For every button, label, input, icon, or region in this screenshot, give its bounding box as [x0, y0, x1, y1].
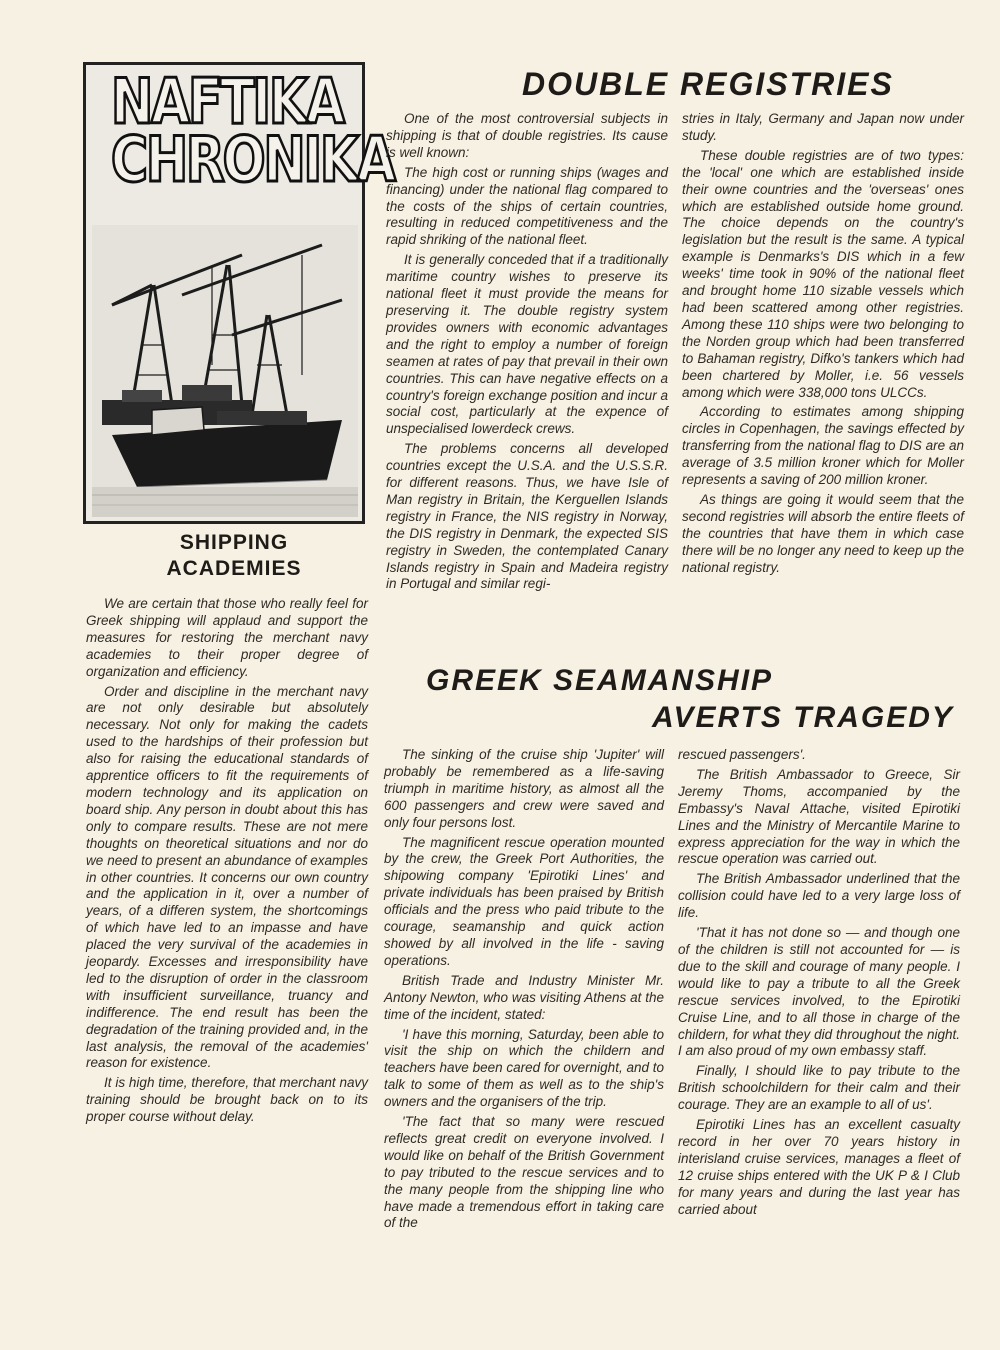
greek-seamanship-heading-line1: GREEK SEAMANSHIP — [426, 664, 774, 697]
masthead-title-line2: CHRONIKA — [110, 123, 394, 196]
article-paragraph: Finally, I should like to pay tribute to the British schoolchildern for their calm and their courage. They are an example to all of us'. — [678, 1063, 960, 1113]
shipping-academies-heading-line1: SHIPPING — [179, 531, 289, 554]
article-paragraph: It is generally conceded that if a traditionally maritime country wishes to preserve its national fleet it must provide the means for preserving it. The double registry system provides owners with economic advantages and the right to employ a number of foreign seamen at rates of pay that prevail in their own countries. This can have negative effects on a country's foreign exchange position and incur a social cost, particularly at the expence of unspecialised lowerdeck crews. — [386, 252, 668, 437]
double-registries-column-2 — [682, 111, 964, 579]
article-paragraph: The magnificent rescue operation mounted by the crew, the Greek Port Authorities, the shipowing company 'Epirotiki Lines' and private individuals has been praised by British officials and the press who paid tribute to the courage, seamanship and quick action showed by all involved in the life - saving operations. — [384, 834, 664, 968]
article-paragraph: The high cost or running ships (wages and financing) under the national flag compared to the costs of the ships of certain countries, resulting in reduced competitiveness and the rapid shriking of the national fleet. — [386, 164, 668, 248]
double-registries-heading: DOUBLE REGISTRIES — [522, 66, 894, 102]
greek-seamanship-heading-line2: AVERTS TRAGEDY — [652, 701, 954, 734]
article-paragraph: 'The fact that so many were rescued reflects great credit on everyone involved. I would like on behalf of the British Government to pay tributed to the rescue services and to the many people from the shipping line who have made a tremendous effort in taking care of the — [384, 1114, 664, 1231]
article-paragraph: According to estimates among shipping circles in Copenhagen, the savings effected by transferring from the national flag to DIS are an average of 3.5 million kroner which for Moller represents a saving of 200 million kroner. — [682, 404, 964, 488]
article-paragraph: Epirotiki Lines has an excellent casualty record in her over 70 years history in interisland cruise services, manages a fleet of 12 cruise ships entered with the UK P & I Club for many years and during the last year has carried about — [678, 1117, 960, 1217]
article-paragraph: As things are going it would seem that the second registries will absorb the entire fleets of the countries that have them in which case there will be no longer any need to keep up the national registry. — [682, 491, 964, 575]
shipping-academies-heading-line2: ACADEMIES — [166, 557, 302, 580]
article-paragraph: 'I have this morning, Saturday, been able to visit the ship on which the childern and teachers have been cared for overnight, and to talk to some of them as well as to the ship's owners and the organisers of the trip. — [384, 1026, 664, 1110]
article-paragraph: British Trade and Industry Minister Mr. Antony Newton, who was visiting Athens at the time of the incident, stated: — [384, 972, 664, 1022]
masthead-title-line1: NAFTIKA — [110, 65, 343, 138]
article-paragraph: Order and discipline in the merchant navy are not only desirable but absolutely necessary. Not only for making the cadets used to the hardships of their profession but also for raising the educational standards of apprentice officers to fit the requirements of modern technology and its application on board ship. Any person in doubt about this has only to compare results. These are not mere thoughts on theoretical situations and nor do we need to present an abundance of examples in other countries. It concerns our own country and the application in it, over a number of years, of a differen system, the shortcomings of which have led to an impasse and have placed the very survival of the academies in jeopardy. Excesses and irresponsibility have led to the disruption of order in the classroom with insufficient surveillance, truancy and indifference. The end result has been the degradation of the training provided and, in the last analysis, the removal of the academies' reason for existence. — [86, 683, 368, 1071]
article-paragraph: 'That it has not done so — and though one of the children is still not accounted for — is due to the skill and courage of many people. I would like to pay a tribute to all the Greek rescue services involved, to the Epirotiki Cruise Line, and to all those in charge of the childern, for what they did throughout the night. I am also proud of my own embassy staff. — [678, 925, 960, 1059]
masthead-title — [110, 65, 394, 196]
greek-seamanship-column-1 — [384, 747, 664, 1235]
article-paragraph: One of the most controversial subjects in shipping is that of double registries. Its cause is well known: — [386, 111, 668, 160]
shipping-academies-heading — [150, 530, 318, 582]
article-paragraph: stries in Italy, Germany and Japan now under study. — [682, 111, 964, 143]
article-paragraph: It is high time, therefore, that merchant navy training should be brought back on to its proper course without delay. — [86, 1075, 368, 1125]
port-cranes-ship-illustration — [92, 225, 358, 517]
article-paragraph: The British Ambassador to Greece, Sir Jeremy Thoms, accompanied by the Embassy's Naval Attache, visited Epirotiki Lines and the Ministry of Mercantile Marine to express appreciation for the way in which the rescue operation was carried out. — [678, 766, 960, 867]
article-paragraph: The problems concerns all developed countries except the U.S.A. and the U.S.S.R. for different reasons. Thus, we have Isle of Man registry in Britain, the Kerguellen Islands registry in France, the NIS registry in Norway, the DIS registry in Denmark, the expected SIS registry in Sweden, the contemplated Canary Islands registry in Spain and Madeira registry in Portugal and similar regi- — [386, 441, 668, 592]
double-registries-column-1 — [386, 111, 668, 596]
article-paragraph: rescued passengers'. — [678, 747, 806, 762]
greek-seamanship-column-2 — [678, 747, 960, 1221]
article-paragraph: We are certain that those who really feel for Greek shipping will applaud and support the measures for restoring the merchant navy academies to their proper degree of organization and efficiency. — [86, 596, 368, 679]
article-paragraph: The sinking of the cruise ship 'Jupiter' will probably be remembered as a life-saving triumph in maritime history, as almost all the 600 passengers and crew were saved and only four persons lost. — [384, 747, 664, 830]
article-paragraph: These double registries are of two types: the 'local' one which are established inside their owne countries and the 'overseas' ones which are established outside home ground. The choice depends on the country's legislation but the result is the same. A typical example is Denmarks's DIS which in a few weeks' time took in 90% of the national fleet and brought home 110 sizable vessels which had been scattered among other registries. Among these 110 ships were two belonging to the Norden group which had been transferred to Bahaman registry, Difko's tankers which had been chartered by Moller, i.e. 56 vessels among which were 338,000 tons ULCCs. — [682, 147, 964, 400]
article-paragraph: The British Ambassador underlined that the collision could have led to a very large loss of life. — [678, 871, 960, 921]
shipping-academies-article — [86, 596, 368, 1129]
masthead-box — [83, 62, 394, 524]
